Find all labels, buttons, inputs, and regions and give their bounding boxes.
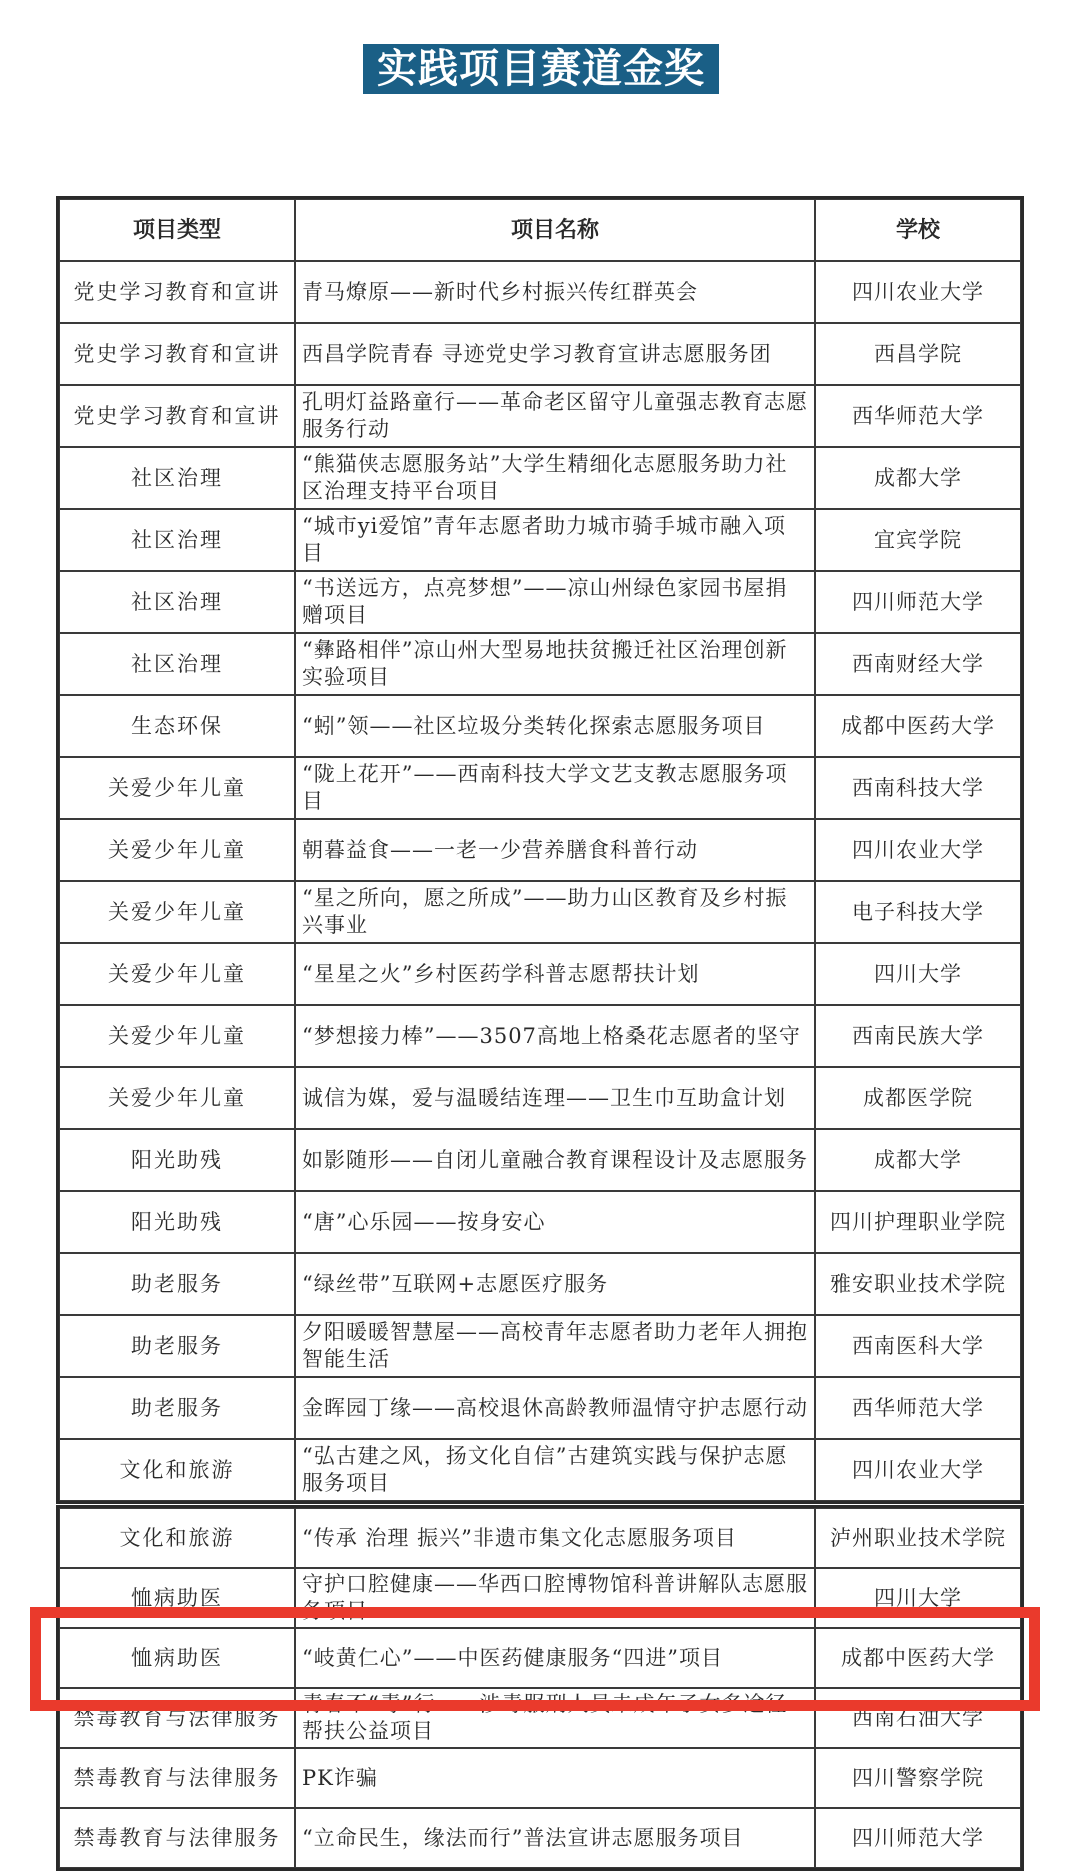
row-project-name: “书送远方，点亮梦想”——凉山州绿色家园书屋捐赠项目 bbox=[295, 571, 815, 633]
row-category: 助老服务 bbox=[59, 1315, 295, 1377]
row-project-name: “星星之火”乡村医药学科普志愿帮扶计划 bbox=[295, 943, 815, 1005]
row-category: 禁毒教育与法律服务 bbox=[59, 1808, 295, 1868]
row-category: 社区治理 bbox=[59, 509, 295, 571]
row-school: 西华师范大学 bbox=[815, 1377, 1021, 1439]
row-category: 关爱少年儿童 bbox=[59, 819, 295, 881]
table-row bbox=[59, 447, 1021, 509]
table-row bbox=[59, 633, 1021, 695]
table-row bbox=[59, 1377, 1021, 1439]
row-category: 社区治理 bbox=[59, 571, 295, 633]
row-category: 关爱少年儿童 bbox=[59, 1067, 295, 1129]
row-category: 恤病助医 bbox=[59, 1628, 295, 1688]
row-project-name: “熊猫侠志愿服务站”大学生精细化志愿服务助力社区治理支持平台项目 bbox=[295, 447, 815, 509]
row-project-name: “彝路相伴”凉山州大型易地扶贫搬迁社区治理创新实验项目 bbox=[295, 633, 815, 695]
highlight-box bbox=[30, 1607, 1040, 1711]
table-row bbox=[59, 261, 1021, 323]
row-category: 关爱少年儿童 bbox=[59, 881, 295, 943]
row-school: 成都大学 bbox=[815, 447, 1021, 509]
row-school: 成都大学 bbox=[815, 1129, 1021, 1191]
row-category: 生态环保 bbox=[59, 695, 295, 757]
row-school: 成都医学院 bbox=[815, 1067, 1021, 1129]
row-category: 恤病助医 bbox=[59, 1568, 295, 1628]
row-project-name: “城市yi爱馆”青年志愿者助力城市骑手城市融入项目 bbox=[295, 509, 815, 571]
row-category: 助老服务 bbox=[59, 1253, 295, 1315]
row-project-name: 西昌学院青春 寻迹党史学习教育宣讲志愿服务团 bbox=[295, 323, 815, 385]
row-school: 电子科技大学 bbox=[815, 881, 1021, 943]
table-row bbox=[59, 695, 1021, 757]
table-row bbox=[59, 509, 1021, 571]
table-row bbox=[59, 1439, 1021, 1501]
row-project-name: “星之所向，愿之所成”——助力山区教育及乡村振兴事业 bbox=[295, 881, 815, 943]
row-school: 四川农业大学 bbox=[815, 819, 1021, 881]
page-title: 实践项目赛道金奖 bbox=[363, 44, 719, 94]
table-row bbox=[59, 1067, 1021, 1129]
table-row bbox=[59, 1808, 1021, 1868]
row-category: 关爱少年儿童 bbox=[59, 1005, 295, 1067]
table-row bbox=[59, 1129, 1021, 1191]
row-school: 西南医科大学 bbox=[815, 1315, 1021, 1377]
row-school: 四川师范大学 bbox=[815, 571, 1021, 633]
row-school: 四川大学 bbox=[815, 943, 1021, 1005]
row-school: 西南石油大学 bbox=[815, 1688, 1021, 1748]
row-project-name: “绿丝带”互联网+志愿医疗服务 bbox=[295, 1253, 815, 1315]
row-school: 四川警察学院 bbox=[815, 1748, 1021, 1808]
header-category: 项目类型 bbox=[59, 199, 295, 261]
row-school: 四川护理职业学院 bbox=[815, 1191, 1021, 1253]
table-row bbox=[59, 819, 1021, 881]
table-row bbox=[59, 1748, 1021, 1808]
row-project-name: 金晖园丁缘——高校退休高龄教师温情守护志愿行动 bbox=[295, 1377, 815, 1439]
row-project-name: “弘古建之风，扬文化自信”古建筑实践与保护志愿服务项目 bbox=[295, 1439, 815, 1501]
row-school: 泸州职业技术学院 bbox=[815, 1508, 1021, 1568]
row-school: 雅安职业技术学院 bbox=[815, 1253, 1021, 1315]
row-category: 阳光助残 bbox=[59, 1191, 295, 1253]
table-row bbox=[59, 1191, 1021, 1253]
row-category: 社区治理 bbox=[59, 447, 295, 509]
row-school: 西南财经大学 bbox=[815, 633, 1021, 695]
table-row bbox=[59, 385, 1021, 447]
row-school: 成都中医药大学 bbox=[815, 1628, 1021, 1688]
row-category: 社区治理 bbox=[59, 633, 295, 695]
row-project-name: 孔明灯益路童行——革命老区留守儿童强志教育志愿服务行动 bbox=[295, 385, 815, 447]
row-category: 党史学习教育和宣讲 bbox=[59, 323, 295, 385]
table-row bbox=[59, 1253, 1021, 1315]
row-project-name: “陇上花开”——西南科技大学文艺支教志愿服务项目 bbox=[295, 757, 815, 819]
row-school: 宜宾学院 bbox=[815, 509, 1021, 571]
row-project-name: 青春不“毒”行——涉毒服刑人员未成年子女多途径帮扶公益项目 bbox=[295, 1688, 815, 1748]
table-row bbox=[59, 1508, 1021, 1568]
row-school: 四川农业大学 bbox=[815, 261, 1021, 323]
row-project-name: “蚓”领——社区垃圾分类转化探索志愿服务项目 bbox=[295, 695, 815, 757]
row-project-name: 诚信为媒，爱与温暖结连理——卫生巾互助盒计划 bbox=[295, 1067, 815, 1129]
row-project-name: PK诈骗 bbox=[295, 1748, 815, 1808]
row-school: 西华师范大学 bbox=[815, 385, 1021, 447]
row-school: 成都中医药大学 bbox=[815, 695, 1021, 757]
header-name: 项目名称 bbox=[295, 199, 815, 261]
table-row bbox=[59, 881, 1021, 943]
row-category: 党史学习教育和宣讲 bbox=[59, 385, 295, 447]
row-school: 四川大学 bbox=[815, 1568, 1021, 1628]
row-school: 西昌学院 bbox=[815, 323, 1021, 385]
row-project-name: “岐黄仁心”——中医药健康服务“四进”项目 bbox=[295, 1628, 815, 1688]
header-school: 学校 bbox=[815, 199, 1021, 261]
row-category: 文化和旅游 bbox=[59, 1508, 295, 1568]
table-row bbox=[59, 943, 1021, 1005]
row-school: 四川师范大学 bbox=[815, 1808, 1021, 1868]
row-category: 阳光助残 bbox=[59, 1129, 295, 1191]
row-category: 禁毒教育与法律服务 bbox=[59, 1688, 295, 1748]
table-row bbox=[59, 571, 1021, 633]
row-category: 党史学习教育和宣讲 bbox=[59, 261, 295, 323]
row-project-name: 青马燎原——新时代乡村振兴传红群英会 bbox=[295, 261, 815, 323]
row-project-name: 朝暮益食——一老一少营养膳食科普行动 bbox=[295, 819, 815, 881]
row-category: 文化和旅游 bbox=[59, 1439, 295, 1501]
row-category: 禁毒教育与法律服务 bbox=[59, 1748, 295, 1808]
row-project-name: 夕阳暖暖智慧屋——高校青年志愿者助力老年人拥抱智能生活 bbox=[295, 1315, 815, 1377]
awards-table bbox=[58, 198, 1022, 1502]
row-project-name: “梦想接力棒”——3507高地上格桑花志愿者的坚守 bbox=[295, 1005, 815, 1067]
row-school: 四川农业大学 bbox=[815, 1439, 1021, 1501]
row-school: 西南科技大学 bbox=[815, 757, 1021, 819]
row-project-name: 守护口腔健康——华西口腔博物馆科普讲解队志愿服务项目 bbox=[295, 1568, 815, 1628]
row-project-name: “立命民生，缘法而行”普法宣讲志愿服务项目 bbox=[295, 1808, 815, 1868]
row-project-name: “传承 治理 振兴”非遗市集文化志愿服务项目 bbox=[295, 1508, 815, 1568]
row-category: 关爱少年儿童 bbox=[59, 757, 295, 819]
row-school: 西南民族大学 bbox=[815, 1005, 1021, 1067]
row-category: 助老服务 bbox=[59, 1377, 295, 1439]
table-row bbox=[59, 757, 1021, 819]
table-row bbox=[59, 1315, 1021, 1377]
row-category: 关爱少年儿童 bbox=[59, 943, 295, 1005]
row-project-name: 如影随形——自闭儿童融合教育课程设计及志愿服务 bbox=[295, 1129, 815, 1191]
table-row bbox=[59, 1005, 1021, 1067]
table-header-row bbox=[59, 199, 1021, 261]
table-row bbox=[59, 323, 1021, 385]
row-project-name: “唐”心乐园——按身安心 bbox=[295, 1191, 815, 1253]
